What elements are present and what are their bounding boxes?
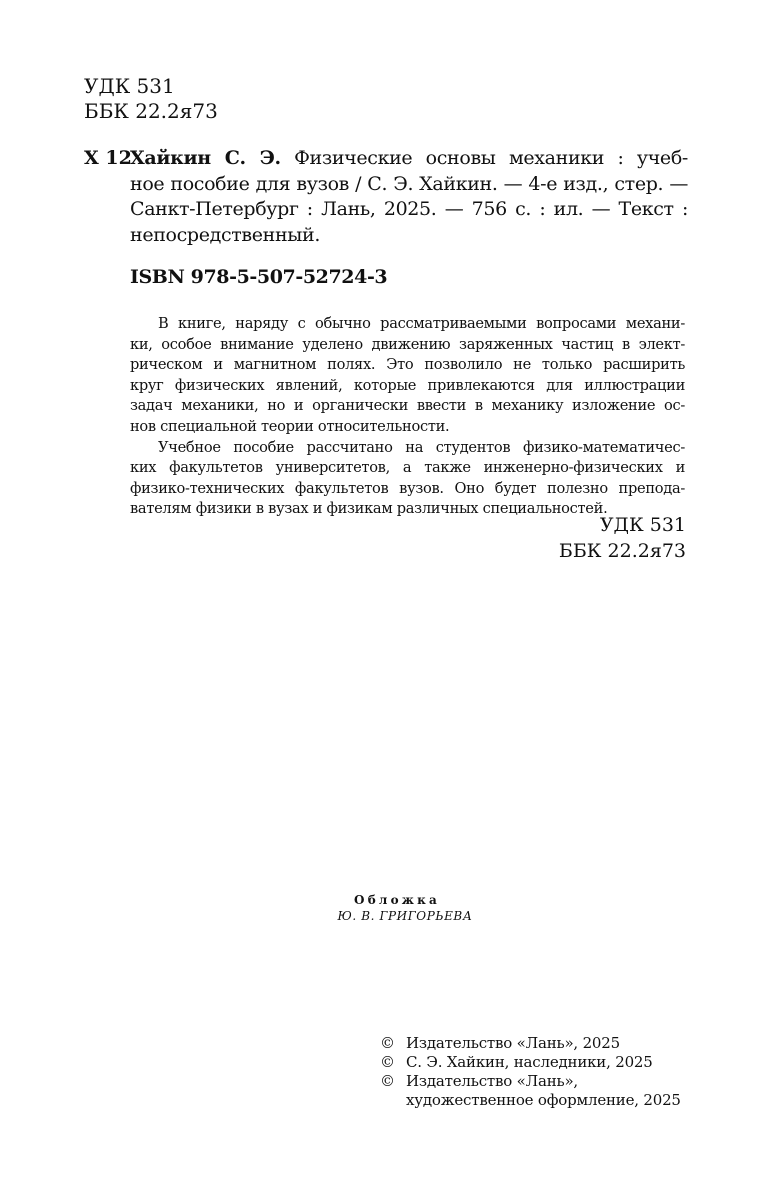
annotation-line: вателям физики в вузах и физикам различных специальностей. <box>130 500 608 518</box>
annotation-line: рическом и магнитном полях. Это позволило не только расширить <box>130 356 685 374</box>
annotation-line: ких факультетов университетов, а также инженерно-физических и <box>130 459 685 477</box>
copyright-icon: © <box>380 1053 395 1071</box>
biblio-line: Санкт-Петербург : Лань, 2025. — 756 с. : ил. — Текст : <box>130 198 688 220</box>
cover-credit <box>0 892 768 924</box>
biblio-line-text: Физические основы механики : учеб- <box>280 147 688 169</box>
classification-codes-bottom <box>559 512 686 564</box>
copyright-block <box>380 1034 681 1110</box>
cover-artist: Ю. В. ГРИГОРЬЕВА <box>337 909 473 923</box>
copyright-text: С. Э. Хайкин, наследники, 2025 <box>406 1053 653 1071</box>
biblio-line <box>130 146 688 172</box>
copyright-line <box>380 1053 681 1072</box>
isbn: ISBN 978-5-507-52724-3 <box>130 266 388 288</box>
annotation-line: физико-технических факультетов вузов. Оно будет полезно препода- <box>130 479 685 497</box>
annotation-line: задач механики, но и органически ввести в механику изложение ос- <box>130 397 685 415</box>
biblio-line: непосредственный. <box>130 223 321 246</box>
annotation-line: Учебное пособие рассчитано на студентов физико-математичес- <box>158 438 685 456</box>
copyright-text: художественное оформление, 2025 <box>406 1091 681 1109</box>
udk-code: УДК 531 <box>84 74 175 98</box>
copyright-line <box>380 1034 681 1053</box>
author-mark: Х 12 <box>84 147 132 169</box>
bbk-code: ББК 22.2я73 <box>558 540 686 562</box>
copyright-icon: © <box>380 1072 395 1090</box>
bibliographic-text <box>130 146 688 248</box>
copyright-text: Издательство «Лань», 2025 <box>406 1034 620 1052</box>
bbk-code: ББК 22.2я73 <box>84 99 218 123</box>
biblio-line: ное пособие для вузов / С. Э. Хайкин. — 4-е изд., стер. — <box>130 172 688 195</box>
author-name: Хайкин С. Э. <box>130 147 281 169</box>
annotation <box>130 314 685 520</box>
annotation-line: круг физических явлений, которые привлекаются для иллюстрации <box>130 376 685 394</box>
annotation-line: В книге, наряду с обычно рассматриваемыми вопросами механи- <box>158 315 685 332</box>
udk-code: УДК 531 <box>599 514 686 536</box>
bibliographic-description <box>84 146 688 248</box>
copyright-line-continued <box>380 1091 681 1110</box>
copyright-icon: © <box>380 1034 395 1052</box>
copyright-line <box>380 1072 681 1091</box>
cover-label: Обложка <box>354 893 440 907</box>
copyright-text: Издательство «Лань», <box>406 1072 579 1090</box>
annotation-line: нов специальной теории относительности. <box>130 417 450 435</box>
annotation-line: ки, особое внимание уделено движению заряженных частиц в элект- <box>130 335 685 353</box>
classification-codes-top <box>84 74 218 124</box>
